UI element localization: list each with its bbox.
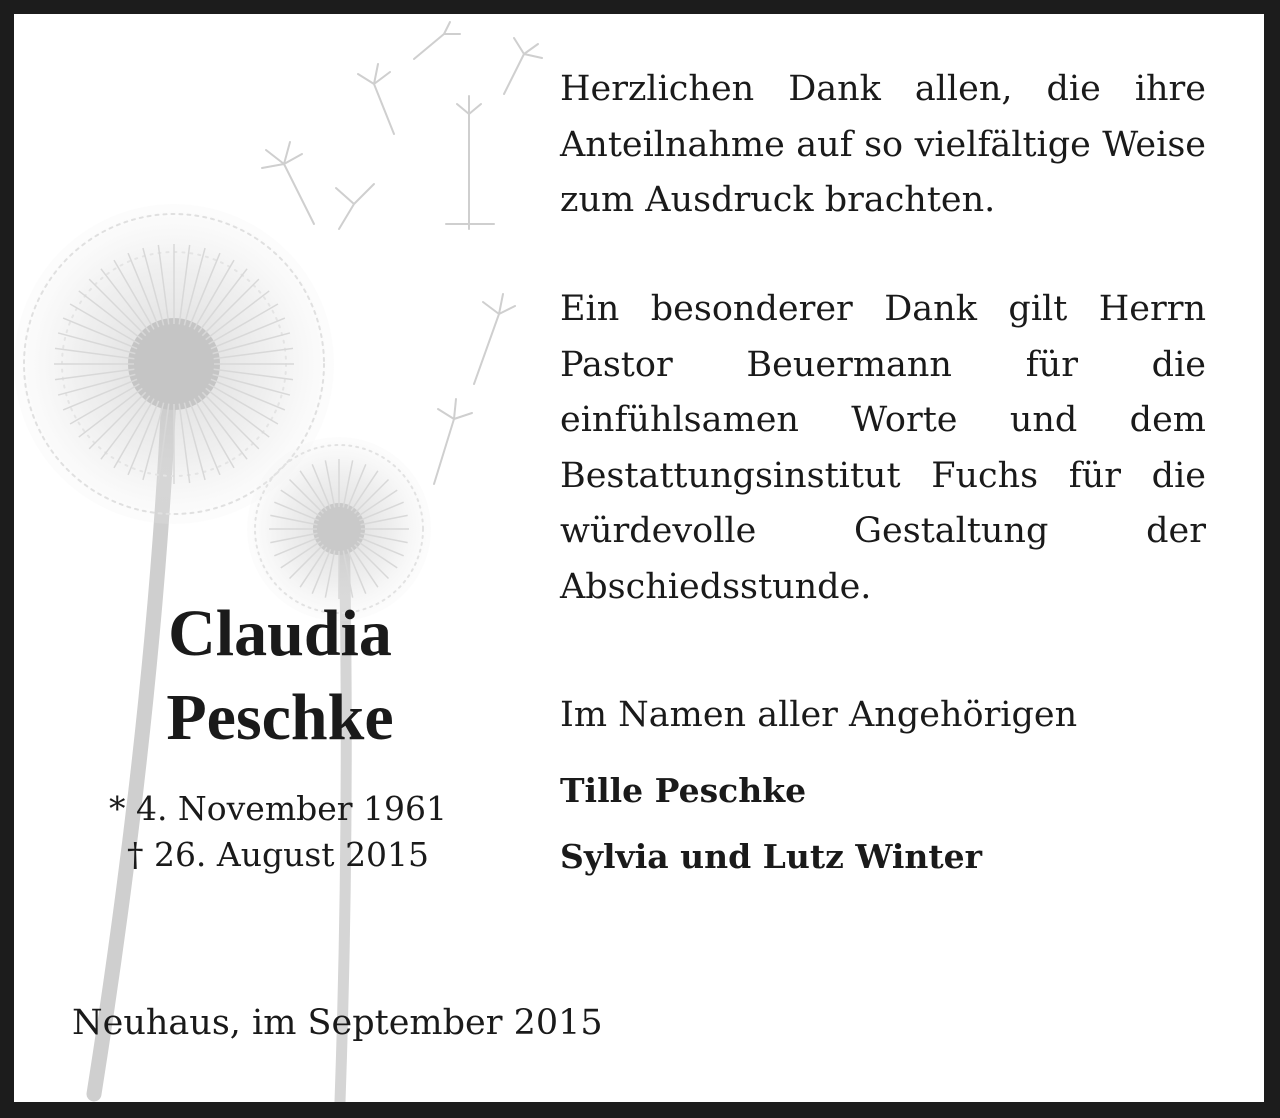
family-intro: Im Namen aller Angehörigen [560,695,1078,735]
deceased-first-name: Claudia [168,597,392,670]
deceased-last-name: Peschke [166,681,394,754]
death-date: † 26. August 2015 [126,835,430,874]
thanks-paragraph: Herzlichen Dank allen, die ihre Anteilnahme auf so vielfältige Weise zum Ausdruck brachten. [560,69,1206,220]
signatory-1: Tille Peschke [560,771,807,810]
birth-date: * 4. November 1961 [108,789,448,828]
place-date: Neuhaus, im September 2015 [72,1003,603,1043]
signatory-2: Sylvia und Lutz Winter [560,837,982,876]
special-thanks-paragraph: Ein besonderer Dank gilt Herrn Pastor Beuermann für die einfühlsamen Worte und dem Bestattungsinstitut Fuchs für die würdevolle Gestaltung der Abschiedsstunde. [560,289,1206,607]
obituary-notice [14,14,1264,1102]
